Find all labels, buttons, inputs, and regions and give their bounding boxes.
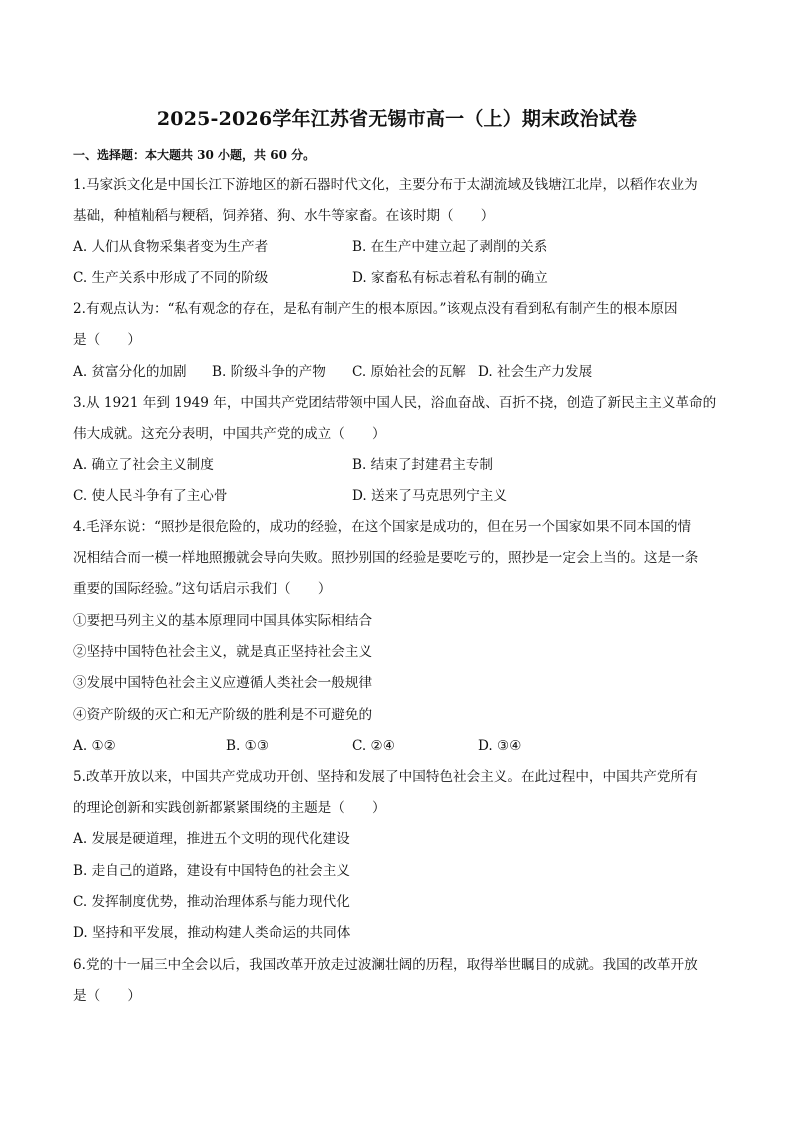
q4-statement-2: ②坚持中国特色社会主义，就是真正坚持社会主义 [73, 644, 373, 660]
q5-option-b: B. 走自己的道路，建设有中国特色的社会主义 [73, 863, 350, 879]
q1-option-a: A. 人们从食物采集者变为生产者 [73, 239, 269, 255]
q1-stem-line-2: 基础，种植籼稻与粳稻，饲养猪、狗、水牛等家畜。在该时期（ ） [73, 208, 495, 224]
q6-stem-line-2: 是（ ） [73, 988, 141, 1004]
q4-option-c: C. ②④ [352, 738, 395, 754]
section-heading: 一、选择题：本大题共 30 小题，共 60 分。 [73, 148, 316, 162]
q4-option-b: B. ①③ [226, 738, 270, 754]
q4-statement-3: ③发展中国特色社会主义应遵循人类社会一般规律 [73, 675, 373, 691]
q5-option-c: C. 发挥制度优势，推动治理体系与能力现代化 [73, 894, 350, 910]
q2-option-a: A. 贫富分化的加剧 [73, 364, 187, 380]
q4-option-d: D. ③④ [478, 738, 522, 754]
q5-option-a: A. 发展是硬道理，推进五个文明的现代化建设 [73, 831, 350, 847]
q2-stem-line-1: 2.有观点认为：“私有观念的存在，是私有制产生的根本原因。”该观点没有看到私有制产生的根本原因 [73, 301, 678, 317]
q1-option-d: D. 家畜私有标志着私有制的确立 [352, 270, 548, 286]
q3-option-a: A. 确立了社会主义制度 [73, 457, 214, 473]
q4-statement-4: ④资产阶级的灭亡和无产阶级的胜利是不可避免的 [73, 707, 373, 723]
q3-option-b: B. 结束了封建君主专制 [352, 457, 493, 473]
q5-stem-line-2: 的理论创新和实践创新都紧紧围绕的主题是（ ） [73, 800, 386, 816]
q3-option-d: D. 送来了马克思列宁主义 [352, 488, 507, 504]
q2-stem-line-2: 是（ ） [73, 332, 141, 348]
q1-stem-line-1: 1.马家浜文化是中国长江下游地区的新石器时代文化，主要分布于太湖流域及钱塘江北岸，以稻作农业为 [73, 177, 698, 193]
q3-stem-line-1: 3.从 1921 年到 1949 年，中国共产党团结带领中国人民，浴血奋战、百折不挠，创造了新民主主义革命的 [73, 395, 717, 411]
q4-stem-line-1: 4.毛泽东说：“照抄是很危险的，成功的经验，在这个国家是成功的，但在另一个国家如果不同本国的情 [73, 519, 692, 535]
q4-statement-1: ①要把马列主义的基本原理同中国具体实际相结合 [73, 613, 373, 629]
q2-option-c: C. 原始社会的瓦解 [352, 364, 466, 380]
q4-stem-line-2: 况相结合而一模一样地照搬就会导向失败。照抄别国的经验是要吃亏的，照抄是一定会上当的。这是一条 [73, 550, 699, 566]
page-title: 2025-2026学年江苏省无锡市高一（上）期末政治试卷 [156, 108, 638, 130]
q1-option-c: C. 生产关系中形成了不同的阶级 [73, 270, 269, 286]
q5-option-d: D. 坚持和平发展，推动构建人类命运的共同体 [73, 925, 351, 941]
q4-option-a: A. ①② [73, 738, 116, 754]
q3-option-c: C. 使人民斗争有了主心骨 [73, 488, 228, 504]
q5-stem-line-1: 5.改革开放以来，中国共产党成功开创、坚持和发展了中国特色社会主义。在此过程中，中国共产党所有 [73, 769, 698, 785]
q2-option-b: B. 阶级斗争的产物 [212, 364, 326, 380]
q1-option-b: B. 在生产中建立起了剥削的关系 [352, 239, 548, 255]
q2-option-d: D. 社会生产力发展 [478, 364, 593, 380]
q6-stem-line-1: 6.党的十一届三中全会以后，我国改革开放走过波澜壮阔的历程，取得举世瞩目的成就。我国的改革开放 [73, 957, 698, 973]
q4-stem-line-3: 重要的国际经验。”这句话启示我们（ ） [73, 581, 332, 597]
q3-stem-line-2: 伟大成就。这充分表明，中国共产党的成立（ ） [73, 426, 386, 442]
